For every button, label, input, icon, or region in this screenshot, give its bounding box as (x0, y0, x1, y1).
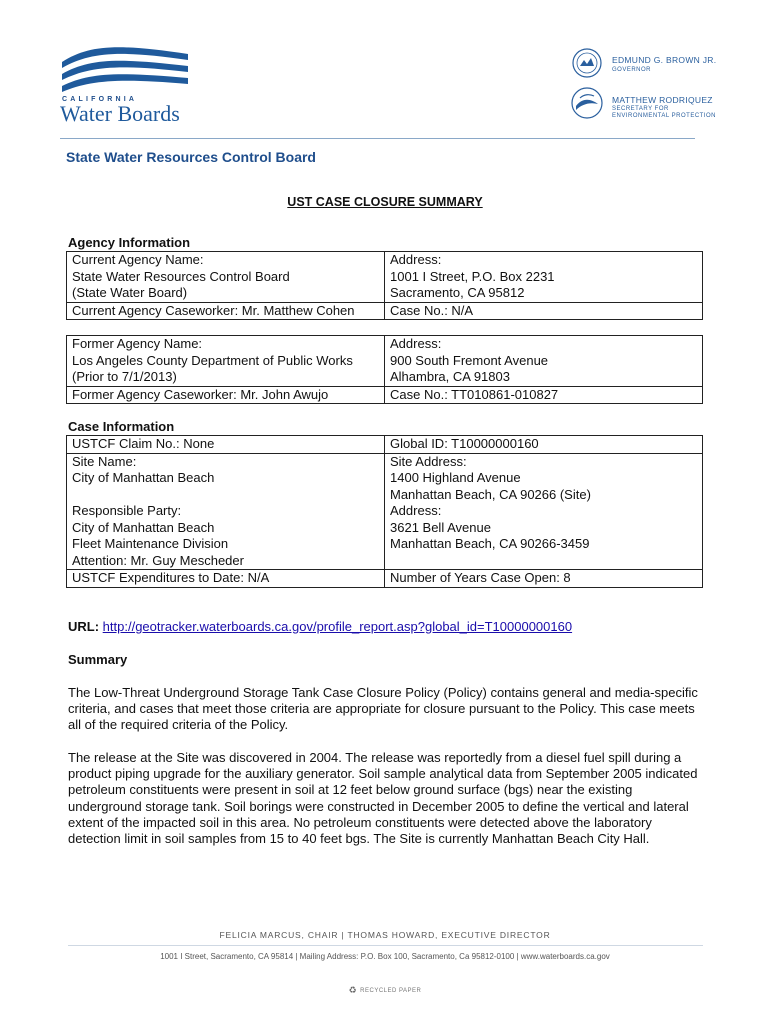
global-id: Global ID: T10000000160 (385, 436, 703, 454)
claim-no: USTCF Claim No.: None (67, 436, 385, 454)
footer-divider (68, 945, 703, 946)
url-line (68, 619, 572, 634)
former-address-street: 900 South Fremont Avenue (390, 352, 549, 368)
current-address-label: Address: (390, 252, 442, 267)
site-name-value: City of Manhattan Beach (72, 470, 215, 485)
footer-officers: FELICIA MARCUS, CHAIR | THOMAS HOWARD, EXECUTIVE DIRECTOR (219, 930, 551, 940)
governor-title: GOVERNOR (612, 67, 652, 73)
case-info-table (66, 435, 703, 588)
responsible-party-label: Responsible Party: (72, 503, 182, 518)
site-address-label: Site Address: (390, 453, 467, 469)
footer-address: 1001 I Street, Sacramento, CA 95814 | Mailing Address: P.O. Box 100, Sacramento, Ca 95812-0100 | www.waterboards.ca.gov (160, 952, 610, 961)
water-boards-logo-icon (60, 44, 190, 96)
board-name: State Water Resources Control Board (66, 149, 316, 165)
state-seal-icon (572, 48, 602, 78)
calepa-seal-icon (570, 86, 604, 120)
logo-state-text: CALIFORNIA (62, 96, 138, 103)
site-address-city: Manhattan Beach, CA 90266 (Site) (390, 486, 591, 502)
case-info-heading: Case Information (68, 419, 175, 434)
years-open: Number of Years Case Open: 8 (385, 570, 703, 588)
recycled-paper-note (0, 985, 770, 996)
current-case-no: Case No.: N/A (385, 302, 703, 320)
former-agency-table (66, 335, 703, 404)
former-address-city: Alhambra, CA 91803 (390, 369, 510, 384)
secretary-title-line2: ENVIRONMENTAL PROTECTION (612, 113, 717, 119)
former-address-label: Address: (390, 336, 442, 351)
former-agency-period: (Prior to 7/1/2013) (72, 369, 177, 384)
responsible-party-attention: Attention: Mr. Guy Mescheder (72, 552, 244, 568)
current-caseworker: Current Agency Caseworker: Mr. Matthew Cohen (67, 302, 385, 320)
header-divider (60, 138, 695, 139)
current-agency-name: State Water Resources Control Board (72, 268, 290, 284)
recycle-icon: ♻ (348, 985, 358, 995)
secretary-name: MATTHEW RODRIQUEZ (612, 95, 713, 105)
former-caseworker: Former Agency Caseworker: Mr. John Awujo (67, 386, 385, 404)
current-address-street: 1001 I Street, P.O. Box 2231 (390, 268, 555, 284)
secretary-title-line1: SECRETARY FOR (612, 106, 669, 112)
expenditures: USTCF Expenditures to Date: N/A (67, 570, 385, 588)
summary-heading: Summary (68, 652, 128, 667)
rp-address-label: Address: (390, 503, 442, 518)
current-address-city: Sacramento, CA 95812 (390, 285, 525, 300)
site-name-label: Site Name: (72, 453, 137, 469)
summary-paragraph-2: The release at the Site was discovered in 2004. The release was reportedly from a diesel fuel spill during a product piping upgrade for the auxiliary generator. Soil sample analytical data from September 2005 indicated petroleum constituents were present in soil at 12 feet below ground surface (bgs) near the existing underground storage tank. Soil borings were constructed in December 2005 to define the vertical and lateral extent of the impacted soil in this area. No petroleum constituents were detected above the laboratory detection limit in soil samples from 15 to 40 feet bgs. The Site is currently Manhattan Beach City Hall. (68, 750, 698, 847)
rp-address-street: 3621 Bell Avenue (390, 519, 491, 535)
rp-address-city: Manhattan Beach, CA 90266-3459 (390, 536, 590, 551)
agency-info-heading: Agency Information (68, 235, 191, 250)
current-agency-label: Current Agency Name: (72, 252, 204, 267)
site-address-street: 1400 Highland Avenue (390, 470, 521, 485)
former-case-no: Case No.: TT010861-010827 (385, 386, 703, 404)
document-title: UST CASE CLOSURE SUMMARY (287, 195, 483, 209)
current-agency-table (66, 251, 703, 320)
responsible-party-name: City of Manhattan Beach (72, 519, 215, 535)
geotracker-link[interactable]: http://geotracker.waterboards.ca.gov/profile_report.asp?global_id=T10000000160 (102, 619, 573, 634)
recycled-text: RECYCLED PAPER (360, 988, 422, 995)
former-agency-name: Los Angeles County Department of Public Works (72, 352, 353, 368)
governor-name: EDMUND G. BROWN JR. (612, 55, 717, 65)
logo-name: Water Boards (60, 101, 180, 126)
summary-paragraph-1: The Low-Threat Underground Storage Tank Case Closure Policy (Policy) contains general and media-specific criteria, and cases that meet those criteria are appropriate for closure pursuant to the Policy. This case meets all of the required criteria of the Policy. (68, 685, 698, 733)
current-agency-abbrev: (State Water Board) (72, 285, 188, 300)
responsible-party-division: Fleet Maintenance Division (72, 536, 229, 551)
former-agency-label: Former Agency Name: (72, 336, 203, 351)
url-label: URL: (68, 619, 100, 634)
